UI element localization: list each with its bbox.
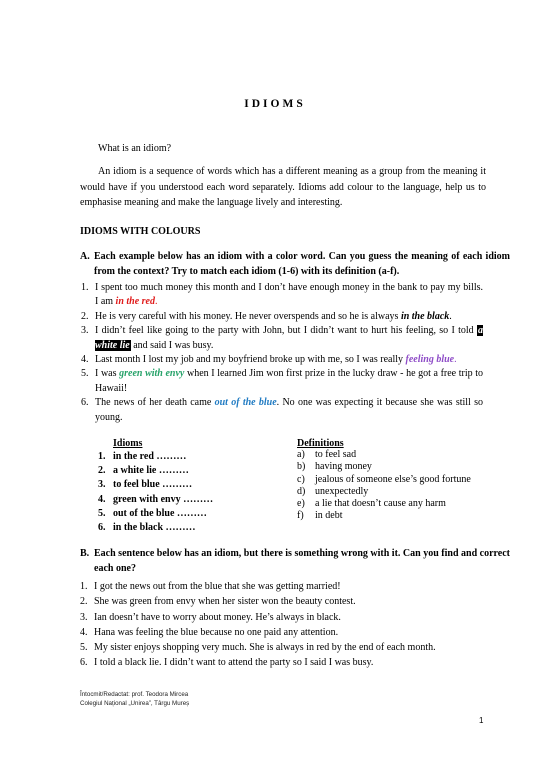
definition-row: a) to feel sad [297,449,357,460]
definition-row: d) unexpectedly [297,485,369,497]
intro-question: What is an idiom? [98,143,172,154]
section-heading: IDIOMS WITH COLOURS [80,226,201,237]
idioms-header: Idioms [113,438,143,449]
list-item: 2. She was green from envy when her sister won the beauty contest. [80,596,356,608]
idioms-list [98,450,213,535]
idiom-highlight: feeling blue [405,354,455,366]
list-item: 6. The news of her death came out of the blue. No one was expecting it because she was still so young. [81,397,483,423]
idiom-highlight: in the black [400,310,450,322]
exercise-a-text: Each example below has an idiom with a color word. Can you guess the meaning of each idiom from the context? Try to match each idiom (1-6) with its definition (a-f). [94,251,510,277]
idiom-highlight: out of the blue [214,397,277,409]
footer-school: Colegiul Național „Unirea”, Târgu Mureș [80,700,190,707]
page-title: IDIOMS [244,98,306,110]
page-number: 1 [479,716,484,725]
definitions-list [297,449,485,523]
exercise-b-text: Each sentence below has an idiom, but there is something wrong with it. Can you find and correct each one? [94,548,510,574]
exercise-a-sentences [81,281,483,425]
idiom-row: 2. a white lie ……… [98,465,189,477]
list-item: 4. Last month I lost my job and my boyfriend broke up with me, so I was really feeling blue. [81,354,457,366]
list-item: 3. Ian doesn’t have to worry about money. He’s always in black. [80,611,341,623]
idiom-row: 6. in the black ……… [98,522,196,534]
idiom-row: 3. to feel blue ……… [98,479,193,491]
list-item: 5. My sister enjoys shopping very much. She is always in red by the end of each month. [80,642,436,654]
exercise-b-sentences [80,579,490,671]
definition-row: c) jealous of someone else’s good fortune [297,473,471,485]
exercise-b-label: B. [80,548,90,559]
footer [80,690,189,708]
definition-row: b) having money [297,461,372,473]
list-item: 5. I was green with envy when I learned Jim won first prize in the lucky draw - he got a free trip to Hawaii! [81,368,483,394]
exercise-a-label: A. [80,251,90,262]
idiom-highlight: green with envy [119,368,185,380]
idiom-row: 5. out of the blue ……… [98,507,207,519]
list-item: 6. I told a black lie. I didn’t want to attend the party so I said I was busy. [80,657,374,669]
idiom-highlight: a white lie [95,325,483,351]
exercise-b-instruction [80,546,510,578]
list-item: 4. Hana was feeling the blue because no one paid any attention. [80,626,339,638]
definitions-header: Definitions [297,438,344,449]
definition-row: e) a lie that doesn’t cause any harm [297,498,446,510]
list-item: 2. He is very careful with his money. He never overspends and so he is always in the black. [81,310,452,322]
idiom-highlight: in the red [115,296,155,308]
footer-author: Întocmit/Redactat: prof. Teodora Mircea [80,691,189,698]
idiom-row: 1. in the red ……… [98,451,187,462]
list-item: 1. I spent too much money this month and I don’t have enough money in the bank to pay my bills. I am in the red. [81,282,483,308]
exercise-a-instruction [80,249,510,281]
list-item: 1. I got the news out from the blue that she was getting married! [80,581,341,592]
definition-row: f) in debt [297,510,343,522]
idiom-row: 4. green with envy ……… [98,493,214,505]
list-item: 3. I didn’t feel like going to the party with John, but I didn’t want to hurt his feeling, so I told a white lie and said I was busy. [81,325,483,351]
intro-definition: An idiom is a sequence of words which has a different meaning as a group from the meaning it would have if you understood each word separately. Idioms add colour to the language, help us to emphasise meaning and make the language lively and interesting. [80,166,486,209]
